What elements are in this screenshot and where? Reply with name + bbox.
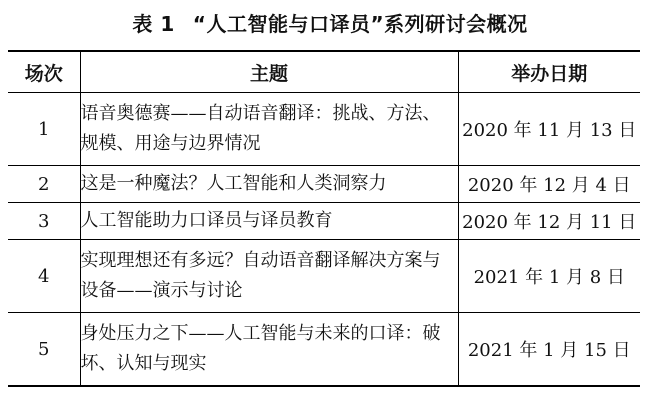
session-number: 2 <box>8 166 80 203</box>
table-row <box>8 166 640 203</box>
session-date: 2020 年 12 月 4 日 <box>458 166 640 203</box>
table-header-row <box>8 51 640 93</box>
session-number: 5 <box>8 313 80 387</box>
table-row <box>8 203 640 240</box>
session-date: 2021 年 1 月 15 日 <box>458 313 640 387</box>
session-number: 3 <box>8 203 80 240</box>
session-topic: 身处压力之下——人工智能与未来的口译：破坏、认知与现实 <box>80 313 458 387</box>
session-topic: 人工智能助力口译员与译员教育 <box>80 203 458 240</box>
session-number: 1 <box>8 93 80 166</box>
session-number: 4 <box>8 240 80 313</box>
header-session: 场次 <box>8 51 80 93</box>
table-row <box>8 313 640 387</box>
session-topic: 语音奥德赛——自动语音翻译：挑战、方法、规模、用途与边界情况 <box>80 93 458 166</box>
session-date: 2020 年 11 月 13 日 <box>458 93 640 166</box>
table-row <box>8 240 640 313</box>
header-topic: 主题 <box>80 51 458 93</box>
session-date: 2020 年 12 月 11 日 <box>458 203 640 240</box>
header-date: 举办日期 <box>458 51 640 93</box>
session-date: 2021 年 1 月 8 日 <box>458 240 640 313</box>
session-topic: 实现理想还有多远？自动语音翻译解决方案与设备——演示与讨论 <box>80 240 458 313</box>
table-row <box>8 93 640 166</box>
seminar-table <box>8 50 640 387</box>
table-title: “人工智能与口译员”系列研讨会概况 <box>192 12 528 36</box>
table-number: 表 1 <box>132 12 175 36</box>
table-caption <box>0 8 660 37</box>
session-topic: 这是一种魔法？人工智能和人类洞察力 <box>80 166 458 203</box>
